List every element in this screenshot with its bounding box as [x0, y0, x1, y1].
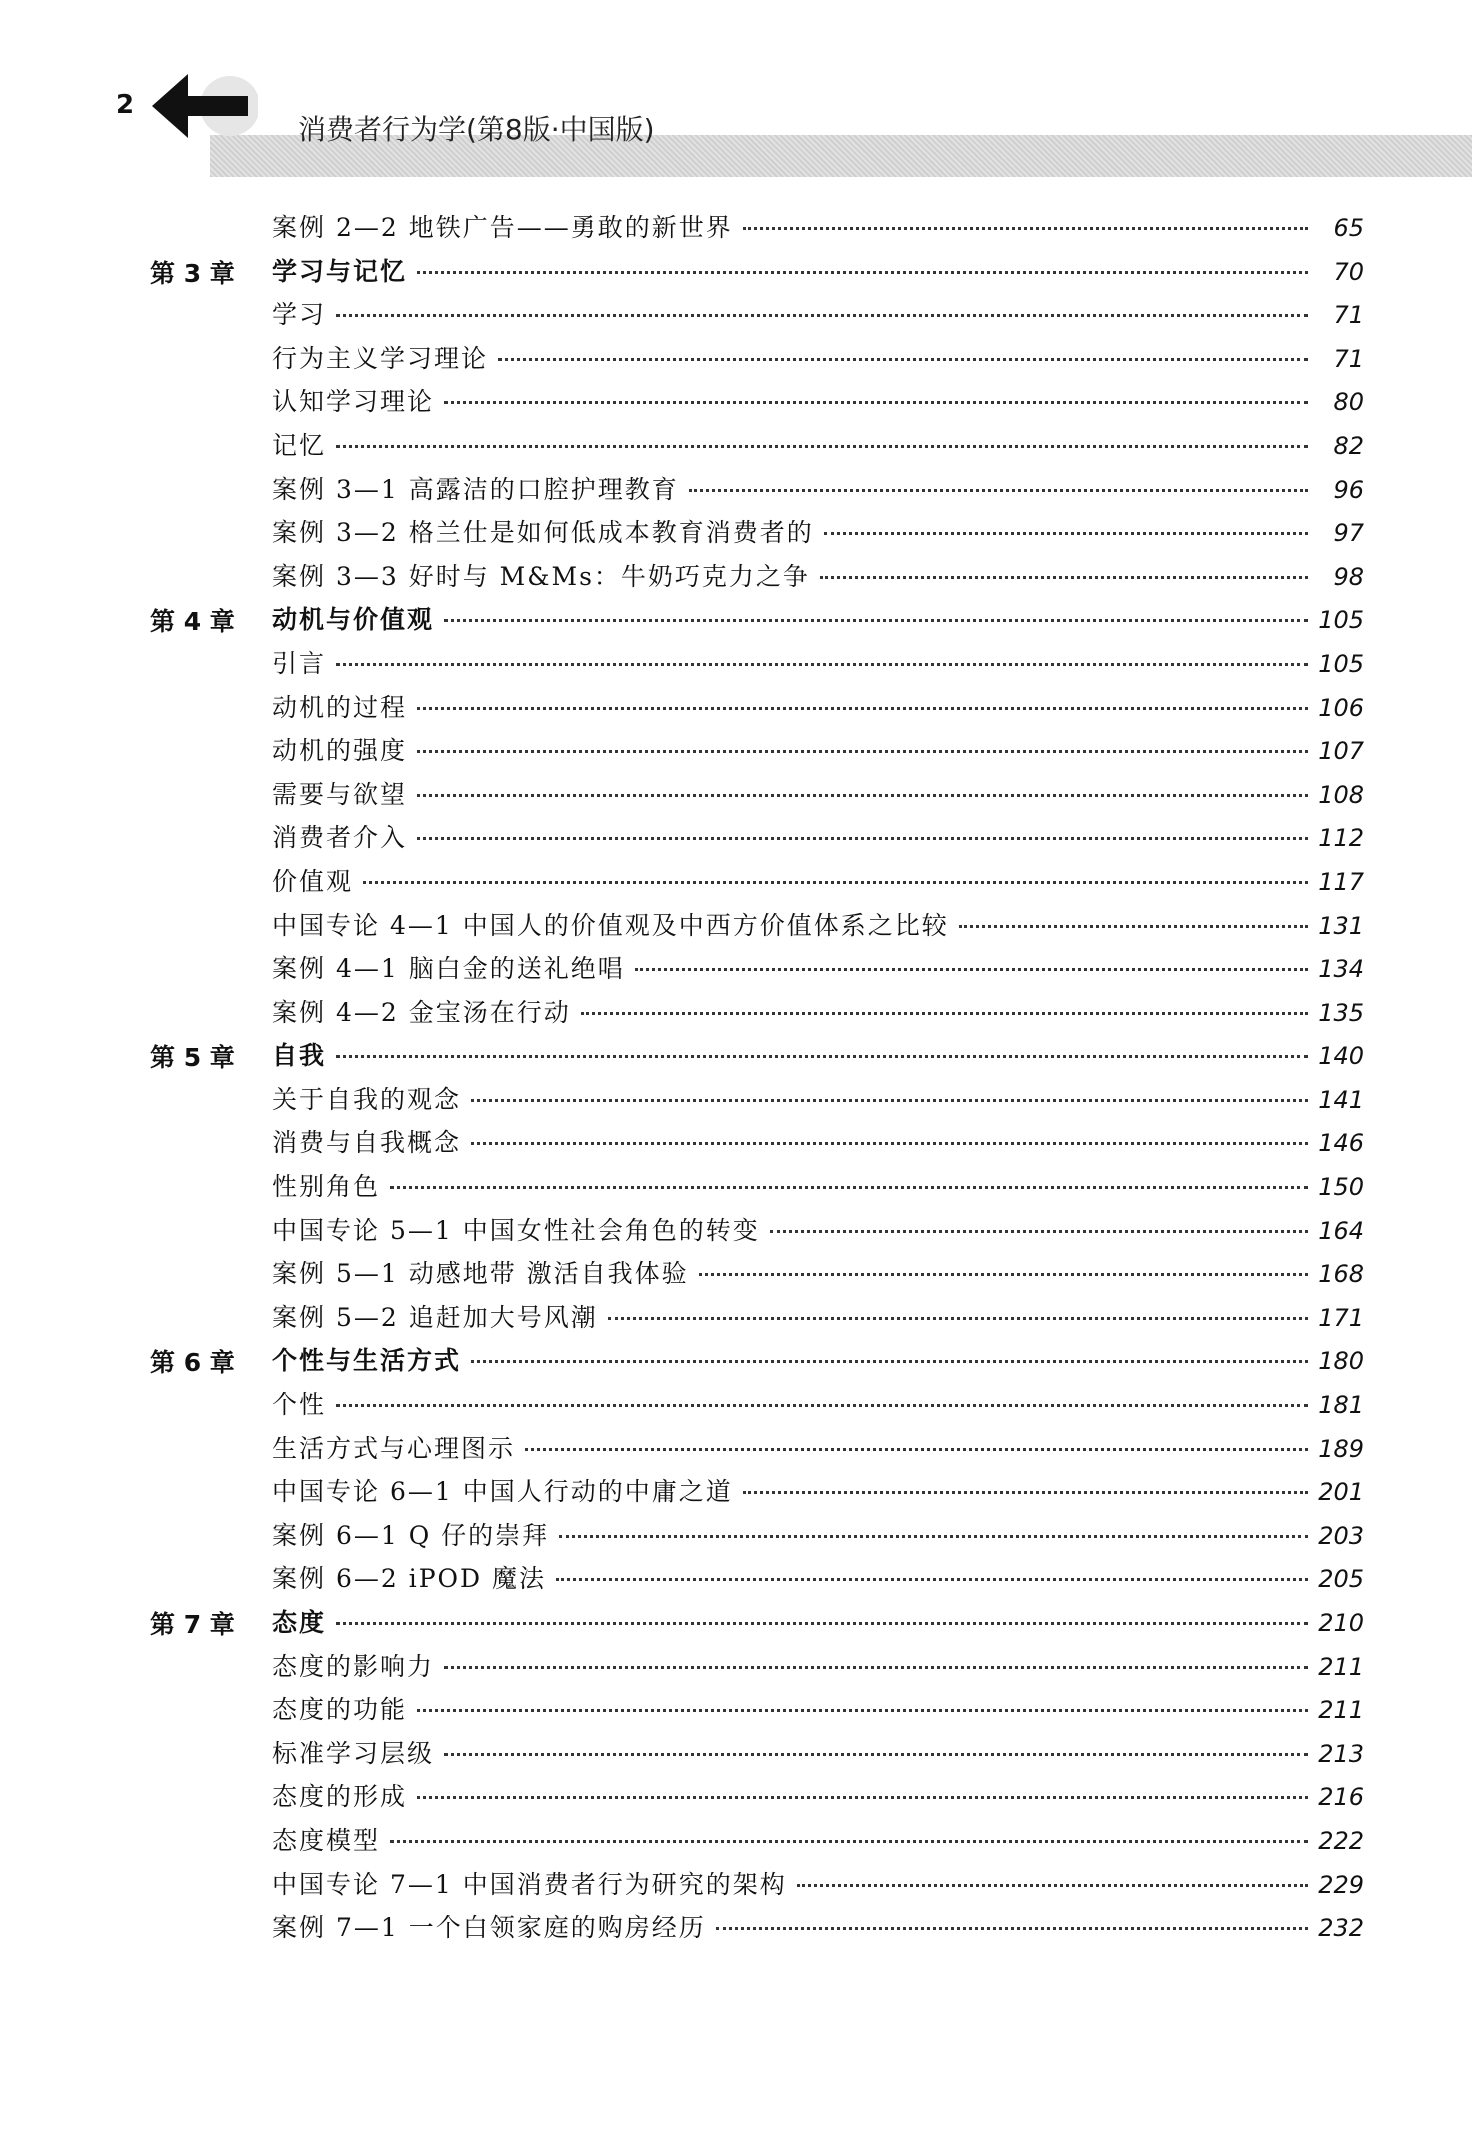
- entry-title: 行为主义学习理论: [272, 343, 489, 373]
- toc-entry-row[interactable]: [0, 638, 1472, 682]
- toc-entry-row[interactable]: [0, 1553, 1472, 1597]
- entry-page-number: 210: [1318, 1609, 1364, 1637]
- entry-title: 案例 4—1 脑白金的送礼绝唱: [272, 954, 625, 984]
- dot-leader: [336, 1055, 1308, 1058]
- entry-page-number: 112: [1318, 824, 1364, 853]
- dot-leader: [336, 314, 1308, 317]
- dot-leader: [417, 1796, 1308, 1799]
- entry-title: 引言: [272, 648, 327, 678]
- toc-entry-row[interactable]: [0, 769, 1472, 813]
- dot-leader: [498, 358, 1308, 361]
- entry-title: 学习与记忆: [272, 256, 408, 286]
- dot-leader: [444, 619, 1308, 622]
- toc-entry-row[interactable]: [0, 464, 1472, 508]
- entry-page-number: 229: [1318, 1870, 1364, 1899]
- toc-entry-row[interactable]: [0, 900, 1472, 944]
- entry-title: 记忆: [272, 430, 327, 460]
- dot-leader: [417, 707, 1308, 710]
- dot-leader: [635, 968, 1308, 971]
- toc-entry-row[interactable]: [0, 1684, 1472, 1728]
- dot-leader: [556, 1578, 1308, 1581]
- entry-title: 案例 3—2 格兰仕是如何低成本教育消费者的: [272, 518, 814, 548]
- entry-page-number: 65: [1333, 214, 1364, 242]
- dot-leader: [959, 925, 1308, 928]
- entry-title: 中国专论 7—1 中国消费者行为研究的架构: [272, 1869, 787, 1899]
- entry-page-number: 105: [1318, 649, 1364, 678]
- chapter-number: 第 5 章: [150, 1043, 235, 1073]
- toc-entry-row[interactable]: [0, 1641, 1472, 1685]
- dot-leader: [797, 1884, 1308, 1887]
- toc-entry-row[interactable]: [0, 289, 1472, 333]
- toc-entry-row[interactable]: [0, 943, 1472, 987]
- toc-chapter-row[interactable]: [0, 246, 1472, 290]
- dot-leader: [417, 794, 1308, 797]
- dot-leader: [743, 1491, 1308, 1494]
- entry-title: 态度的影响力: [272, 1651, 435, 1681]
- chapter-number: 第 6 章: [150, 1348, 235, 1378]
- dot-leader: [390, 1840, 1308, 1843]
- toc-chapter-row[interactable]: [0, 1030, 1472, 1074]
- entry-page-number: 108: [1318, 780, 1364, 809]
- entry-page-number: 106: [1318, 693, 1364, 722]
- entry-title: 案例 6—1 Q 仔的崇拜: [272, 1520, 550, 1550]
- entry-title: 态度的功能: [272, 1695, 408, 1725]
- toc-entry-row[interactable]: [0, 1423, 1472, 1467]
- entry-page-number: 150: [1318, 1173, 1364, 1202]
- dot-leader: [417, 750, 1308, 753]
- entry-page-number: 222: [1318, 1826, 1364, 1855]
- entry-title: 性别角色: [272, 1172, 381, 1202]
- toc-entry-row[interactable]: [0, 1771, 1472, 1815]
- entry-title: 消费与自我概念: [272, 1128, 462, 1158]
- toc-chapter-row[interactable]: [0, 1597, 1472, 1641]
- entry-page-number: 71: [1333, 344, 1364, 373]
- entry-title: 动机的过程: [272, 692, 408, 722]
- entry-page-number: 232: [1318, 1914, 1364, 1943]
- entry-page-number: 97: [1333, 519, 1364, 548]
- entry-page-number: 131: [1318, 911, 1364, 940]
- toc-entry-row[interactable]: [0, 1728, 1472, 1772]
- entry-title: 案例 7—1 一个白领家庭的购房经历: [272, 1913, 706, 1943]
- entry-title: 态度模型: [272, 1825, 381, 1855]
- toc-entry-row[interactable]: [0, 376, 1472, 420]
- entry-title: 案例 5—1 动感地带 激活自我体验: [272, 1259, 689, 1289]
- entry-title: 个性: [272, 1390, 327, 1420]
- toc-entry-row[interactable]: [0, 1379, 1472, 1423]
- dot-leader: [336, 445, 1308, 448]
- toc-entry-row[interactable]: [0, 1859, 1472, 1903]
- toc-chapter-row[interactable]: [0, 1335, 1472, 1379]
- dot-leader: [770, 1230, 1308, 1233]
- entry-page-number: 168: [1318, 1260, 1364, 1289]
- toc-chapter-row[interactable]: [0, 594, 1472, 638]
- entry-page-number: 134: [1318, 955, 1364, 984]
- dot-leader: [390, 1186, 1308, 1189]
- entry-page-number: 71: [1333, 301, 1364, 330]
- toc-entry-row[interactable]: [0, 1815, 1472, 1859]
- toc-entry-row[interactable]: [0, 1902, 1472, 1946]
- toc-entry-row[interactable]: [0, 1074, 1472, 1118]
- toc-entry-row[interactable]: [0, 812, 1472, 856]
- entry-page-number: 213: [1318, 1739, 1364, 1768]
- entry-page-number: 105: [1318, 606, 1364, 635]
- toc-entry-row[interactable]: [0, 507, 1472, 551]
- entry-title: 态度: [272, 1608, 327, 1637]
- dot-leader: [699, 1273, 1308, 1276]
- toc-entry-row[interactable]: [0, 1510, 1472, 1554]
- entry-title: 态度的形成: [272, 1782, 408, 1812]
- entry-page-number: 203: [1318, 1521, 1364, 1550]
- entry-title: 标准学习层级: [272, 1738, 435, 1768]
- dot-leader: [471, 1142, 1308, 1145]
- toc-entry-row[interactable]: [0, 1205, 1472, 1249]
- dot-leader: [471, 1099, 1308, 1102]
- entry-page-number: 211: [1318, 1696, 1364, 1725]
- dot-leader: [444, 1753, 1308, 1756]
- entry-title: 消费者介入: [272, 823, 408, 853]
- entry-title: 个性与生活方式: [272, 1346, 462, 1376]
- entry-page-number: 96: [1333, 475, 1364, 504]
- entry-title: 案例 4—2 金宝汤在行动: [272, 997, 571, 1027]
- entry-page-number: 205: [1318, 1565, 1364, 1594]
- dot-leader: [336, 1404, 1308, 1407]
- entry-page-number: 117: [1318, 867, 1364, 896]
- chapter-number: 第 7 章: [150, 1610, 235, 1639]
- dot-leader: [824, 532, 1308, 535]
- page-number: 2: [116, 90, 135, 120]
- entry-title: 认知学习理论: [272, 387, 435, 417]
- entry-title: 中国专论 4—1 中国人的价值观及中西方价值体系之比较: [272, 910, 949, 940]
- dot-leader: [743, 227, 1308, 230]
- entry-page-number: 211: [1318, 1652, 1364, 1681]
- dot-leader: [336, 1622, 1308, 1625]
- entry-title: 案例 6—2 iPOD 魔法: [272, 1564, 547, 1594]
- chapter-number: 第 4 章: [150, 607, 235, 637]
- chapter-number: 第 3 章: [150, 258, 235, 288]
- entry-title: 自我: [272, 1041, 327, 1071]
- entry-page-number: 80: [1333, 388, 1364, 417]
- entry-title: 需要与欲望: [272, 779, 408, 809]
- entry-page-number: 140: [1318, 1042, 1364, 1071]
- dot-leader: [525, 1448, 1308, 1451]
- book-title: 消费者行为学(第8版·中国版): [298, 113, 655, 146]
- entry-title: 关于自我的观念: [272, 1084, 462, 1114]
- toc-entry-row[interactable]: [0, 856, 1472, 900]
- toc-entry-row[interactable]: [0, 420, 1472, 464]
- toc-entry-row[interactable]: [0, 725, 1472, 769]
- entry-title: 动机与价值观: [272, 605, 435, 635]
- entry-title: 中国专论 6—1 中国人行动的中庸之道: [272, 1477, 733, 1507]
- dot-leader: [417, 271, 1308, 274]
- entry-title: 案例 5—2 追赶加大号风潮: [272, 1302, 598, 1332]
- dot-leader: [471, 1360, 1308, 1363]
- dot-leader: [716, 1927, 1308, 1930]
- toc-entry-row[interactable]: [0, 202, 1472, 246]
- entry-page-number: 146: [1318, 1129, 1364, 1158]
- toc-entry-row[interactable]: [0, 1161, 1472, 1205]
- entry-page-number: 82: [1333, 431, 1364, 460]
- entry-title: 生活方式与心理图示: [272, 1433, 516, 1463]
- dot-leader: [363, 881, 1308, 884]
- entry-title: 动机的强度: [272, 736, 408, 766]
- toc-entry-row[interactable]: [0, 1248, 1472, 1292]
- toc-entry-row[interactable]: [0, 682, 1472, 726]
- dot-leader: [581, 1012, 1308, 1015]
- toc-entry-row[interactable]: [0, 987, 1472, 1031]
- entry-page-number: 180: [1318, 1347, 1364, 1376]
- toc-entry-row[interactable]: [0, 1292, 1472, 1336]
- entry-title: 学习: [272, 300, 327, 330]
- entry-page-number: 135: [1318, 998, 1364, 1027]
- back-arrow-icon: [148, 66, 258, 146]
- entry-page-number: 107: [1318, 737, 1364, 766]
- dot-leader: [417, 1709, 1308, 1712]
- dot-leader: [444, 401, 1308, 404]
- dot-leader: [820, 576, 1308, 579]
- dot-leader: [336, 663, 1308, 666]
- entry-page-number: 70: [1333, 257, 1364, 286]
- entry-page-number: 164: [1318, 1216, 1364, 1245]
- entry-page-number: 141: [1318, 1085, 1364, 1114]
- entry-page-number: 98: [1333, 562, 1364, 591]
- dot-leader: [444, 1666, 1308, 1669]
- entry-title: 中国专论 5—1 中国女性社会角色的转变: [272, 1215, 760, 1245]
- entry-title: 案例 3—1 高露洁的口腔护理教育: [272, 474, 679, 504]
- dot-leader: [689, 489, 1308, 492]
- entry-title: 案例 2—2 地铁广告——勇敢的新世界: [272, 213, 733, 242]
- toc-entry-row[interactable]: [0, 1117, 1472, 1161]
- toc-entry-row[interactable]: [0, 333, 1472, 377]
- entry-title: 价值观: [272, 866, 354, 896]
- dot-leader: [608, 1317, 1308, 1320]
- entry-title: 案例 3—3 好时与 M&Ms：牛奶巧克力之争: [272, 561, 810, 591]
- toc-entry-row[interactable]: [0, 1466, 1472, 1510]
- entry-page-number: 171: [1318, 1303, 1364, 1332]
- toc-entry-row[interactable]: [0, 551, 1472, 595]
- table-of-contents: [0, 202, 1472, 1946]
- entry-page-number: 189: [1318, 1434, 1364, 1463]
- dot-leader: [417, 837, 1308, 840]
- dot-leader: [559, 1535, 1308, 1538]
- entry-page-number: 216: [1318, 1783, 1364, 1812]
- entry-page-number: 201: [1318, 1478, 1364, 1507]
- entry-page-number: 181: [1318, 1391, 1364, 1420]
